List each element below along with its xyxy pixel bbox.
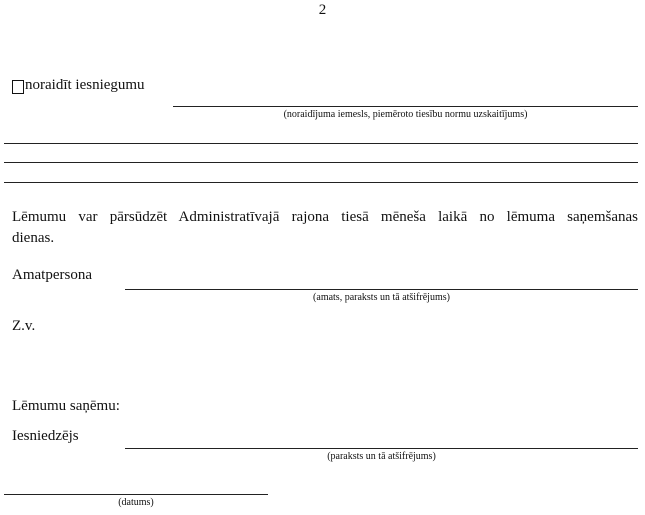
reason-line-3[interactable] xyxy=(4,162,638,163)
appeal-text-line-2: dienas. xyxy=(12,230,55,246)
applicant-label: Iesniedzējs xyxy=(12,428,79,444)
reason-line-4[interactable] xyxy=(4,182,638,183)
received-heading: Lēmumu saņēmu: xyxy=(12,398,120,414)
official-signature-line[interactable] xyxy=(125,289,638,290)
reject-reason-line[interactable] xyxy=(173,106,638,107)
reject-option xyxy=(12,77,145,94)
date-caption: (datums) xyxy=(118,497,154,508)
official-label: Amatpersona xyxy=(12,267,92,283)
seal-label: Z.v. xyxy=(12,318,36,334)
applicant-caption: (paraksts un tā atšifrējums) xyxy=(327,451,436,462)
reject-reason-caption: (noraidījuma iemesls, piemēroto tiesību normu uzskaitījums) xyxy=(283,109,528,120)
reject-checkbox[interactable] xyxy=(12,80,24,94)
reason-line-2[interactable] xyxy=(4,143,638,144)
page-number: 2 xyxy=(318,2,327,18)
reject-label: noraidīt iesniegumu xyxy=(25,77,145,93)
appeal-text-line-1: Lēmumu var pārsūdzēt Administratīvajā rajona tiesā mēneša laikā no lēmuma saņemšanas xyxy=(12,209,638,225)
applicant-signature-line[interactable] xyxy=(125,448,638,449)
official-caption: (amats, paraksts un tā atšifrējums) xyxy=(313,292,450,303)
date-line[interactable] xyxy=(4,494,268,495)
